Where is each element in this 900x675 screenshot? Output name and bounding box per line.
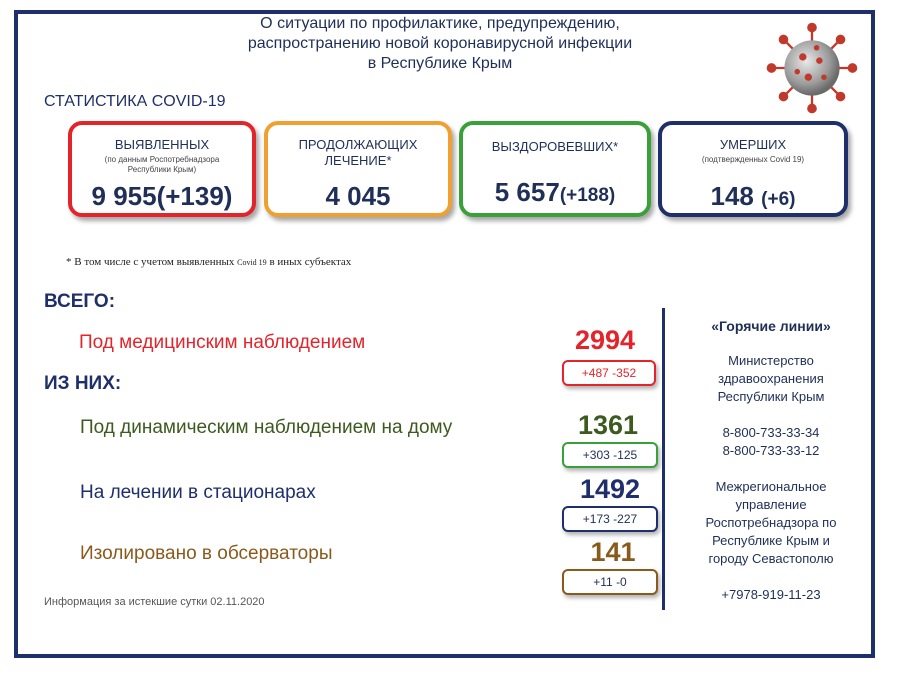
hotlines-ministry-2: здравоохранения bbox=[718, 371, 824, 386]
footnote bbox=[66, 256, 351, 268]
card-in-treatment-label-2: ЛЕЧЕНИЕ* bbox=[324, 153, 392, 168]
row-medical-value: 2994 bbox=[574, 325, 636, 355]
hotlines-rpn-4: Республике Крым и bbox=[712, 533, 830, 548]
title-line-1: О ситуации по профилактике, предупреждению, bbox=[260, 15, 620, 32]
page-title bbox=[190, 14, 690, 74]
row-hospital-value: 1492 bbox=[579, 474, 641, 504]
row-observatory-label: Изолировано в обсерваторы bbox=[80, 543, 333, 564]
card-died-value-main: 148 bbox=[710, 181, 754, 211]
card-died-note: (подтвержденных Covid 19) bbox=[701, 155, 805, 164]
hotlines-rpn-1: Межрегиональное bbox=[715, 479, 827, 494]
row-hospital-label: На лечении в стационарах bbox=[80, 482, 316, 503]
row-medical-label: Под медицинским наблюдением bbox=[79, 332, 366, 353]
hotlines-rpn-5: городу Севастополю bbox=[708, 551, 834, 566]
row-observatory-delta: +11 -0 bbox=[562, 569, 658, 595]
card-detected-label: ВЫЯВЛЕННЫХ bbox=[114, 137, 210, 152]
row-home-delta: +303 -125 bbox=[562, 442, 658, 468]
footnote-part-1: * В том числе с учетом выявленных bbox=[66, 256, 235, 268]
hotlines-ministry-1: Министерство bbox=[728, 353, 814, 368]
hotlines-phone-3: +7978-919-11-23 bbox=[721, 587, 821, 602]
card-in-treatment-label-1: ПРОДОЛЖАЮЩИХ bbox=[298, 137, 418, 152]
hotlines-phone-2: 8-800-733-33-12 bbox=[722, 443, 820, 458]
coronavirus-icon bbox=[766, 22, 858, 114]
statistics-heading: СТАТИСТИКА COVID-19 bbox=[44, 93, 226, 110]
footnote-part-3: в иных субъектах bbox=[269, 256, 352, 268]
card-died-label: УМЕРШИХ bbox=[719, 137, 787, 152]
card-recovered bbox=[459, 121, 651, 217]
card-recovered-value bbox=[463, 177, 647, 208]
card-recovered-label: ВЫЗДОРОВЕВШИХ* bbox=[491, 139, 619, 154]
info-date: Информация за истекшие сутки 02.11.2020 bbox=[44, 596, 265, 608]
hotlines-rpn-2: управление bbox=[735, 497, 807, 512]
card-detected-note-2: Республики Крым) bbox=[127, 165, 197, 174]
row-medical-delta: +487 -352 bbox=[562, 360, 656, 386]
hotlines-rpn-3: Роспотребнадзора по bbox=[705, 515, 837, 530]
hotlines-ministry-3: Республики Крым bbox=[717, 389, 825, 404]
card-recovered-value-delta: (+188) bbox=[559, 185, 616, 206]
title-line-3: в Республике Крым bbox=[367, 55, 513, 72]
hotlines-title: «Горячие линии» bbox=[711, 318, 831, 334]
total-label: ВСЕГО: bbox=[44, 291, 116, 312]
card-detected-value: 9 955(+139) bbox=[91, 181, 233, 211]
of-them-label: ИЗ НИХ: bbox=[44, 373, 122, 394]
row-observatory-value: 141 bbox=[590, 537, 636, 567]
row-home-value: 1361 bbox=[577, 410, 639, 440]
row-hospital-delta: +173 -227 bbox=[562, 506, 658, 532]
card-detected-note-1: (по данным Роспотребнадзора bbox=[104, 155, 220, 164]
card-in-treatment-value: 4 045 bbox=[325, 181, 391, 211]
card-in-treatment bbox=[264, 121, 452, 217]
divider-vertical bbox=[662, 308, 665, 610]
card-died bbox=[658, 121, 848, 217]
card-detected bbox=[68, 121, 256, 217]
hotlines-phone-1: 8-800-733-33-34 bbox=[722, 425, 820, 440]
title-line-2: распространению новой коронавирусной инфекции bbox=[247, 35, 633, 52]
row-home-label: Под динамическим наблюдением на дому bbox=[80, 417, 453, 438]
footnote-part-2: Covid 19 bbox=[237, 258, 267, 267]
card-died-value-delta: (+6) bbox=[761, 189, 796, 210]
card-recovered-value-main: 5 657 bbox=[494, 177, 560, 207]
card-died-value bbox=[662, 181, 844, 212]
